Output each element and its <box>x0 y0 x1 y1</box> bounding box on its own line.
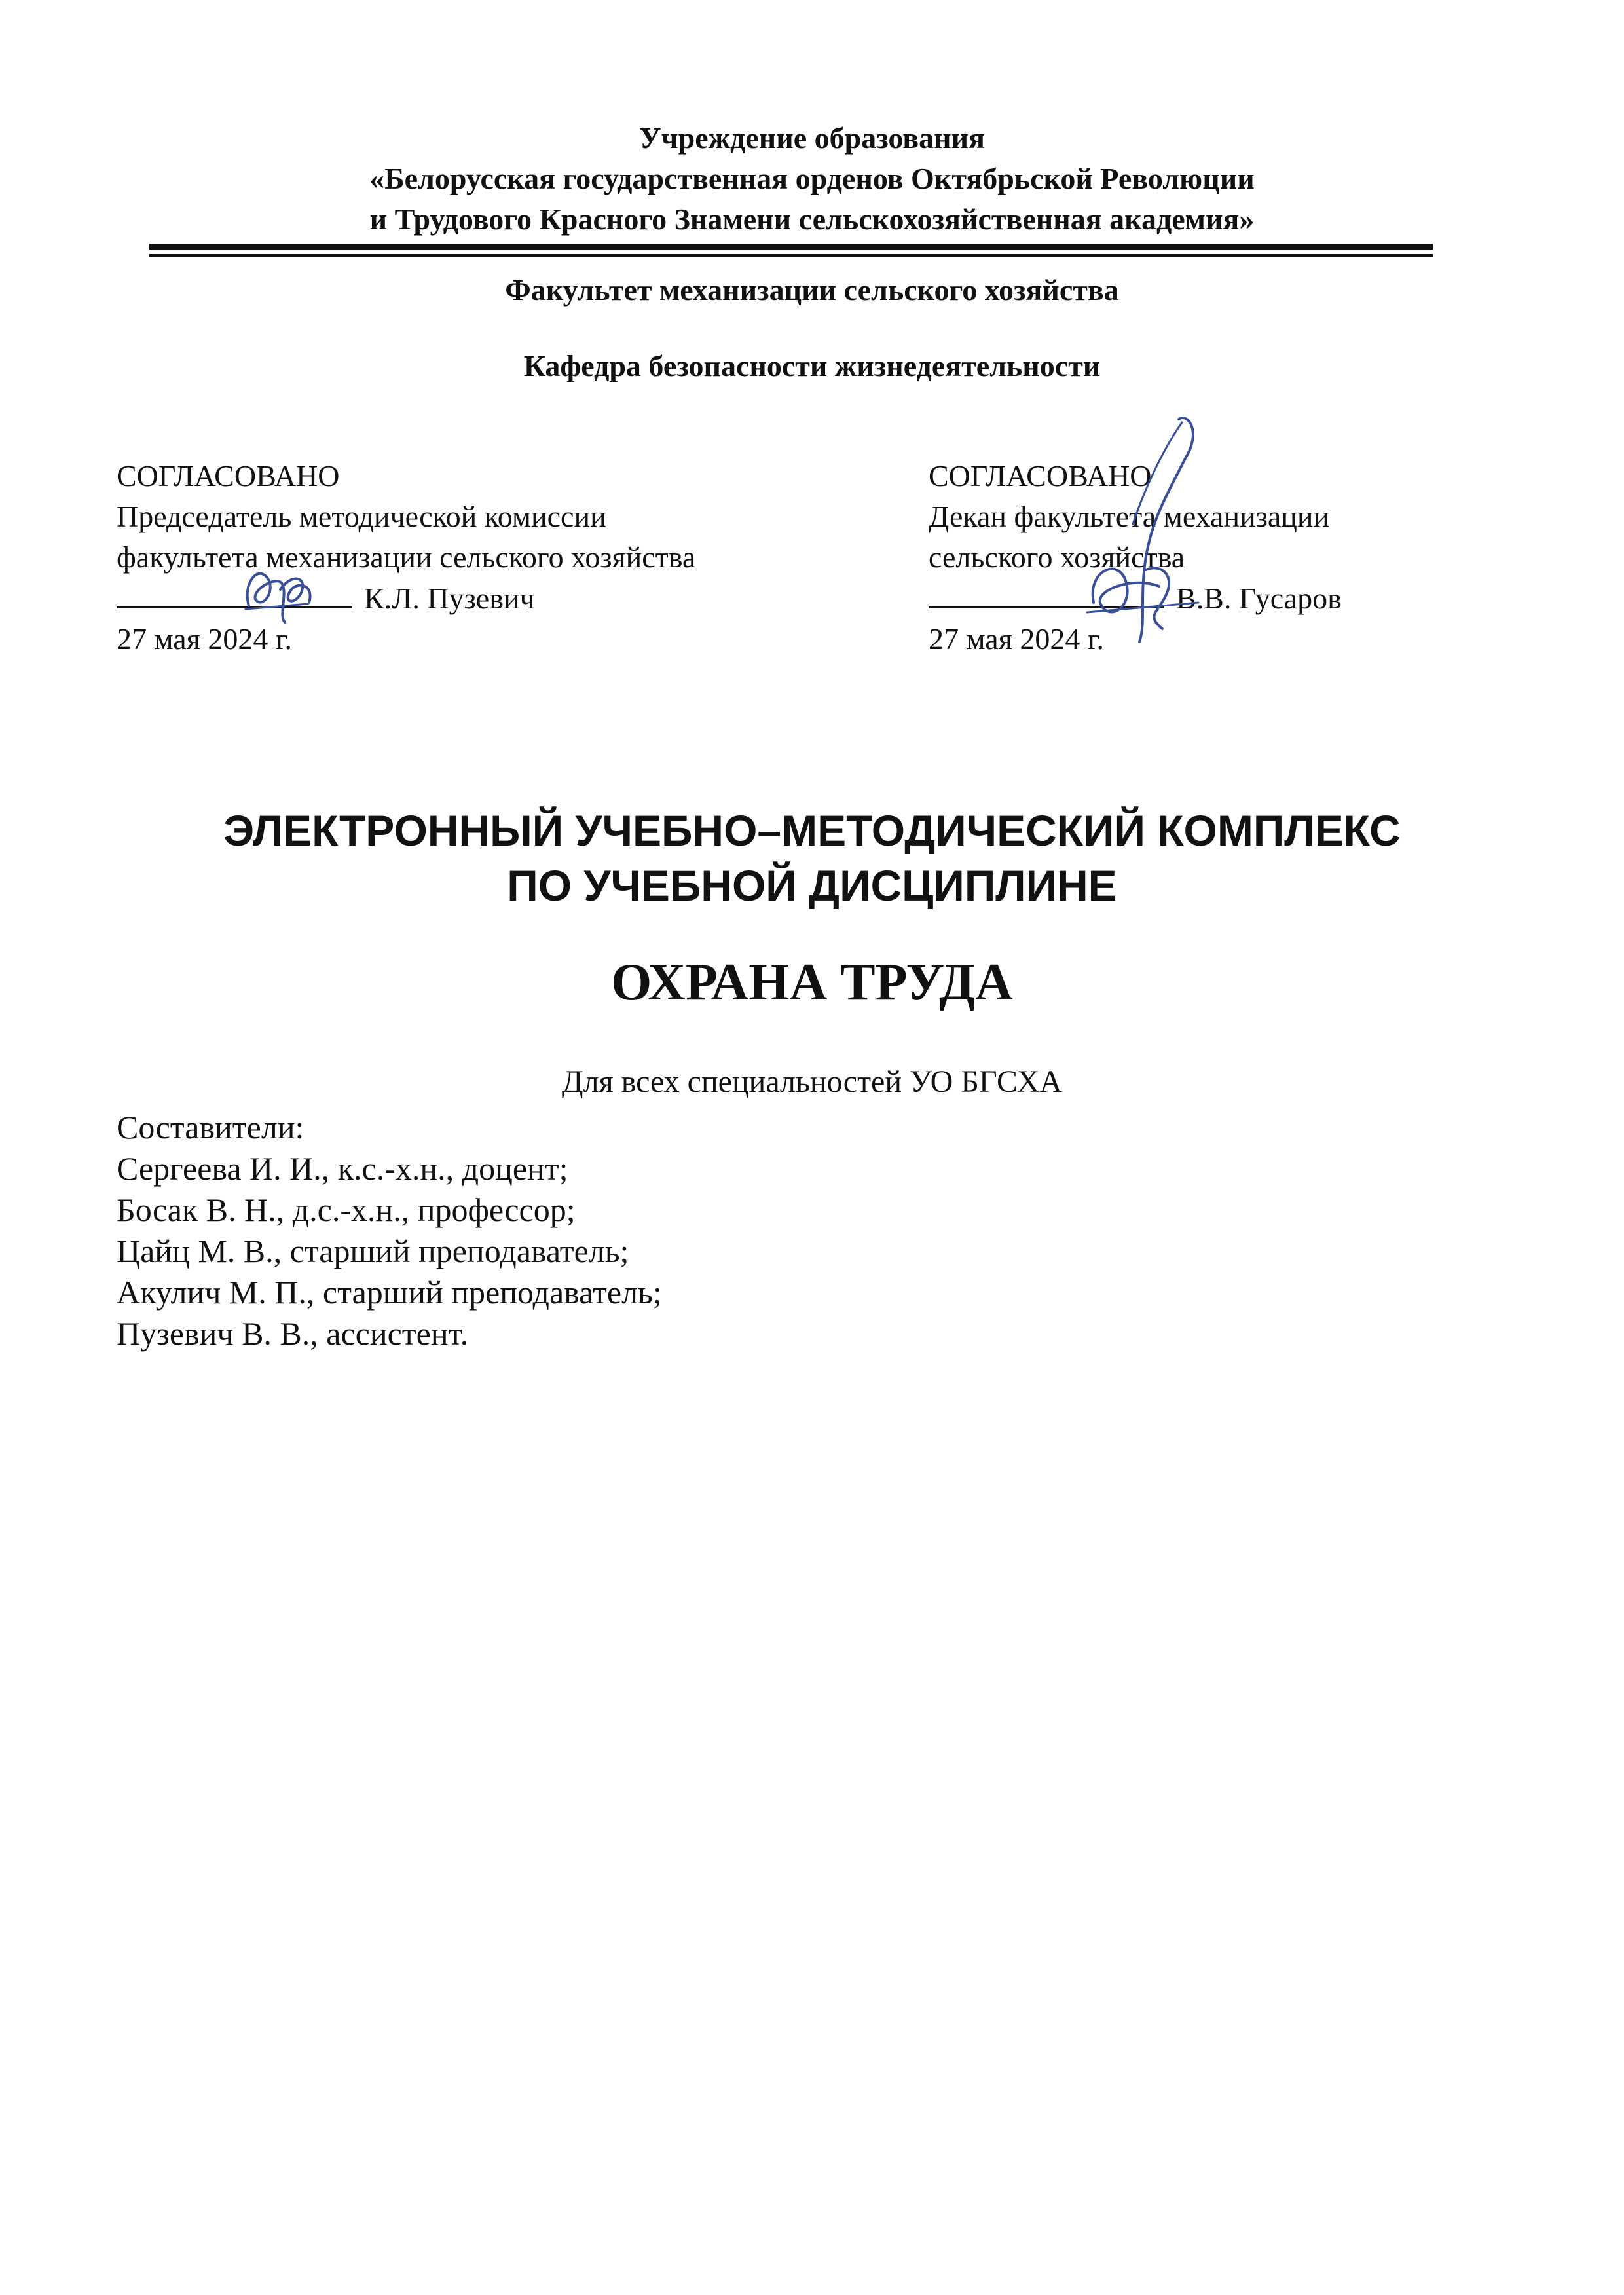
chair-name: Кафедра безопасности жизнедеятельности <box>523 349 1101 382</box>
approval-heading: СОГЛАСОВАНО <box>117 459 340 493</box>
approval-position-line2: сельского хозяйства <box>929 540 1185 574</box>
author-item: Акулич М. П., старший преподаватель; <box>117 1274 662 1311</box>
approval-signatory: К.Л. Пузевич <box>364 582 535 615</box>
approval-position-line2: факультета механизации сельского хозяйства <box>117 540 696 574</box>
signature-row <box>929 578 1518 619</box>
author-item: Босак В. Н., д.с.-х.н., профессор; <box>117 1191 576 1228</box>
subject-title: ОХРАНА ТРУДА <box>611 954 1013 1011</box>
faculty-name: Факультет механизации сельского хозяйства <box>505 273 1119 307</box>
authors-block <box>117 1107 1164 1354</box>
institution-name-line1: «Белорусская государственная орденов Октябрьской Революции <box>369 162 1255 195</box>
approval-signatory: В.В. Гусаров <box>1176 582 1342 615</box>
audience-note: Для всех специальностей УО БГСХА <box>561 1064 1063 1099</box>
authors-label: Составители: <box>117 1109 304 1146</box>
institution-header <box>0 118 1624 240</box>
institution-type: Учреждение образования <box>638 121 986 155</box>
signature-row <box>117 578 837 619</box>
header-divider-thin <box>149 254 1433 257</box>
approval-heading: СОГЛАСОВАНО <box>929 459 1152 493</box>
approval-position-line1: Председатель методической комиссии <box>117 500 606 533</box>
approval-block-left <box>117 456 837 660</box>
document-title-line2: ПО УЧЕБНОЙ ДИСЦИПЛИНЕ <box>507 861 1117 910</box>
institution-name-line2: и Трудового Красного Знамени сельскохозяйственная академия» <box>369 202 1255 236</box>
author-item: Цайц М. В., старший преподаватель; <box>117 1233 629 1269</box>
author-item: Сергеева И. И., к.с.-х.н., доцент; <box>117 1150 568 1187</box>
approval-date: 27 мая 2024 г. <box>929 622 1105 656</box>
approval-block-right <box>929 456 1518 660</box>
author-item: Пузевич В. В., ассистент. <box>117 1315 469 1352</box>
approval-date: 27 мая 2024 г. <box>117 622 293 656</box>
signature-line <box>929 578 1164 608</box>
document-title <box>0 803 1624 913</box>
signature-line <box>117 578 352 608</box>
document-title-line1: ЭЛЕКТРОННЫЙ УЧЕБНО–МЕТОДИЧЕСКИЙ КОМПЛЕКС <box>223 806 1401 855</box>
header-divider-thick <box>149 244 1433 250</box>
approval-position-line1: Декан факультета механизации <box>929 500 1330 533</box>
